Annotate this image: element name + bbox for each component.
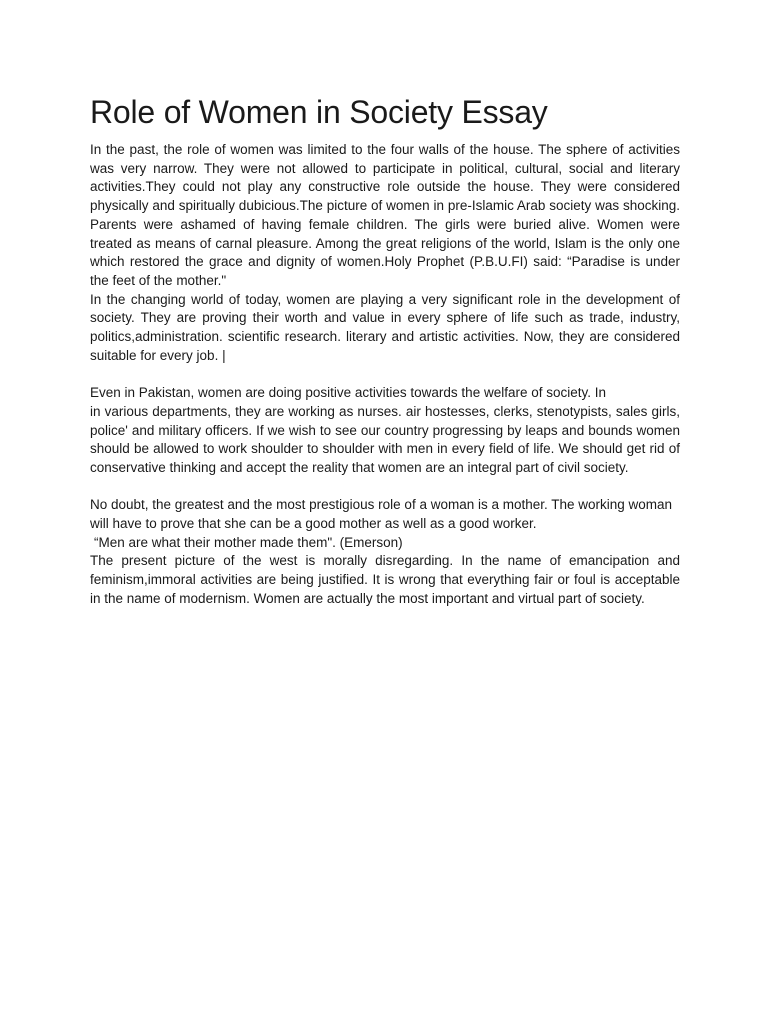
paragraph-changing-world: In the changing world of today, women are playing a very significant role in the development of society. They are proving their worth and value in every sphere of life such as trade, industry, politics,administration. scientific research. literary and artistic activities. Now, they are considered suitable for every job. | [90,291,680,363]
document-page [90,92,680,609]
paragraph-past-role: In the past, the role of women was limited to the four walls of the house. The sphere of activities was very narrow. They were not allowed to participate in political, cultural, social and literary activities.They could not play any constructive role outside the house. They were considered physically and spiritually dubicious.The picture of women in pre-Islamic Arab society was shocking. Parents were ashamed of having female children. The girls were buried alive. Women were treated as means of carnal pleasure. Among the great religions of the world, Islam is the only one which restored the grace and dignity of women.Holy Prophet (P.B.U.FI) said: “Paradise is under the feet of the mother." [90,142,680,288]
paragraph-gap [90,478,680,497]
paragraph-gap [90,365,680,384]
paragraph-pakistan-departments: in various departments, they are working as nurses. air hostesses, clerks, stenotypists, sales girls, police' and military officers. If we wish to see our country progressing by leaps and bounds women should be allowed to work shoulder to shoulder with men in every field of life. We should get rid of conservative thinking and accept the reality that women are an integral part of civil society. [90,403,680,475]
paragraph-mother-role: No doubt, the greatest and the most prestigious role of a woman is a mother. The working woman will have to prove that she can be a good mother as well as a good worker. [90,497,673,532]
document-title: Role of Women in Society Essay [90,94,548,130]
paragraph-pakistan-intro: Even in Pakistan, women are doing positive activities towards the welfare of society. In [90,385,607,401]
emerson-quote: “Men are what their mother made them". (Emerson) [94,534,403,550]
paragraph-west-picture: The present picture of the west is morally disregarding. In the name of emancipation and feminism,immoral activities are being justified. It is wrong that everything fair or foul is acceptable in the name of modernism. Women are actually the most important and virtual part of society. [90,553,680,606]
